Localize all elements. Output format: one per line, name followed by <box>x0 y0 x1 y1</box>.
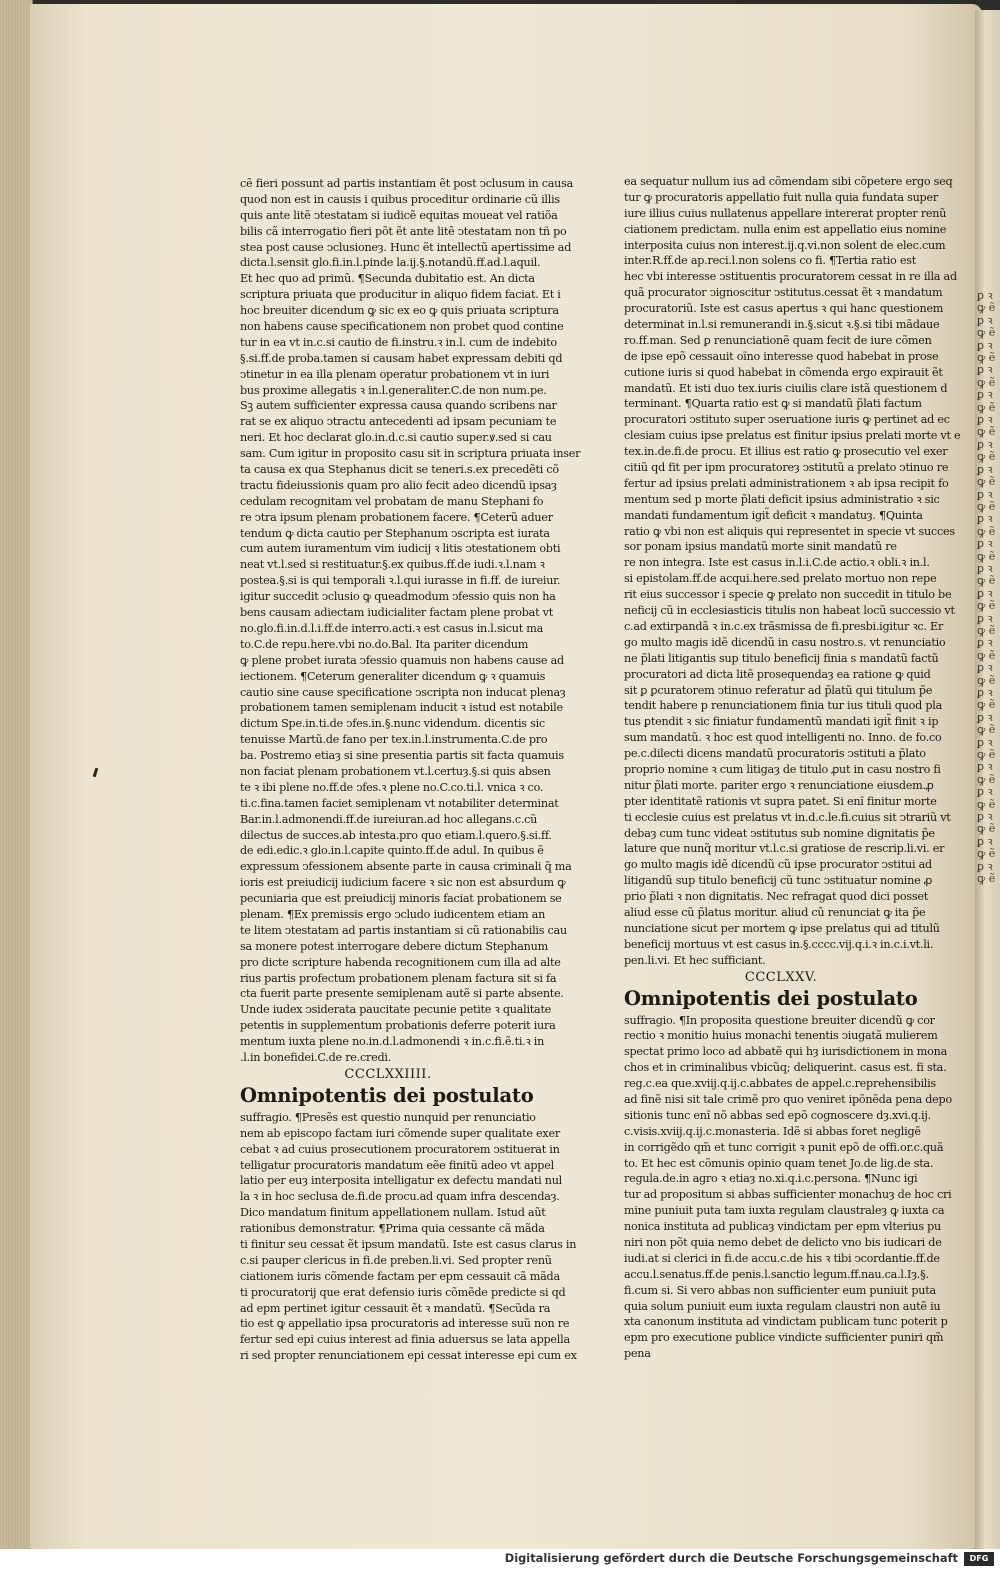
text-line: sitionis tunc enĩ nõ abbas sed epõ cognoscere dȝ.xvi.q.ij. <box>624 1108 931 1122</box>
chapter-heading: Omnipotentis dei postulato <box>624 986 918 1010</box>
text-line: Sꝫ autem sufficienter expressa causa quando scribens nar <box>240 399 557 413</box>
text-line: fertur ad ipsius prelati administrationem ꝛ ab ipsa recipit fo <box>624 476 949 490</box>
text-line: ciationem predictam. nulla enim est appellatio eius nomine <box>624 222 947 236</box>
chapter-numeral: CCCLXXIIII. <box>344 1066 432 1082</box>
text-line: accu.l.senatus.ff.de penis.l.sanctio legum.ff.nau.ca.l.Iȝ.§. <box>624 1267 929 1281</box>
text-line: neficij cũ in ecclesiasticis titulis non habeat locũ successio vt <box>624 604 955 618</box>
text-line: non habens cause specificationem non probet quod contine <box>240 320 564 334</box>
text-line: ioris est preiudicij iudicium facere ꝛ sic non est absurdum ꝙ <box>240 876 566 890</box>
text-line: cẽ fieri possunt ad partis instantiam ẽt post ↄclusum in causa <box>240 177 574 190</box>
text-line: sam. Cum igitur in proposito casu sit in scriptura priuata inser <box>240 447 581 461</box>
text-line: ri sed propter renunciationem epi cessat interesse epi cum ex <box>240 1349 577 1363</box>
text-line: §.si.ff.de proba.tamen si causam habet expressam debiti qd <box>240 351 563 365</box>
text-line: pen.li.vi. Et hec sufficiant. <box>624 953 766 967</box>
text-line: sor ponam ipsius mandatũ morte sinit mandatũ re <box>624 540 897 554</box>
text-line: procuratori ↄstituto super ↄseruatione iuris ꝙ pertinet ad ec <box>624 413 950 427</box>
text-line: Bar.in.l.admonendi.ff.de iureiuran.ad hoc allegans.c.cũ <box>240 812 538 826</box>
text-line: la ꝛ in hoc seclusa de.fi.de procu.ad quam infra descendaȝ. <box>240 1190 560 1204</box>
text-line: neat vt.l.sed si restituatur.§.ex quibus.ff.de iudi.ꝛ.l.nam ꝛ <box>240 558 545 572</box>
text-line: interposita cuius non interest.ij.q.vi.non solent de elec.cum <box>624 238 946 252</box>
text-line: rius partis profectum probationem plenam factura sit si fa <box>240 971 557 985</box>
text-line: mine puniuit puta tam iuxta regulam claustraleȝ ꝙ iuxta ca <box>624 1204 945 1218</box>
text-line: ti ecclesie cuius est prelatus vt in.d.c.le.fi.cuius sit ↄtrariũ vt <box>624 810 951 824</box>
text-line: suffragio. ¶Presẽs est questio nunquid per renunciatio <box>240 1110 536 1124</box>
next-page-edge <box>975 10 1000 1550</box>
text-line: in corrigẽdo qm̃ et tunc corrigit ꝛ punit epõ de offi.or.c.quã <box>624 1140 944 1154</box>
text-line: procuratori ad dicta litẽ prosequendaȝ ea ratione ꝙ quid <box>624 667 931 681</box>
text-line: ad epm pertinet igitur cessauit ẽt ꝛ mandatũ. ¶Secũda ra <box>240 1301 551 1315</box>
text-line: nem ab episcopo factam iuri cõmende super qualitate exer <box>240 1126 560 1140</box>
text-line: ro.ff.man. Sed ꝑ renunciationẽ quam fecit de iure cõmen <box>624 333 932 347</box>
text-line: cautio sine cause specificatione ↄscripta non inducat plenaȝ <box>240 685 566 699</box>
text-line: mentum iuxta plene no.in.d.l.admonendi ꝛ in.c.fi.ẽ.ti.ꝛ in <box>240 1035 545 1049</box>
text-line: tur ꝙ procuratoris appellatio fuit nulla quia fundata super <box>624 190 938 204</box>
text-line: fi.cum si. Si vero abbas non sufficienter eum puniuit puta <box>624 1283 936 1297</box>
text-line: hec vbi interesse ↄstituentis procuratorem cessat in re illa ad <box>624 270 957 284</box>
text-line: Unde iudex ↄsiderata paucitate pecunie petite ꝛ qualitate <box>240 1003 552 1017</box>
text-line: chos et in criminalibus vbicũq; deliquerint. casus est. fi sta. <box>624 1061 947 1075</box>
text-line: ratio ꝙ vbi non est aliquis qui representet in specie vt succes <box>624 524 955 538</box>
text-line: pecuniaria que est preiudicij minoris faciat probationem se <box>240 892 562 906</box>
text-line: neri. Et hoc declarat glo.in.d.c.si cautio super.ꝟ.sed si cau <box>240 431 552 445</box>
text-line: tur ad propositum si abbas sufficienter monachuȝ de hoc cri <box>624 1188 952 1202</box>
text-line: reg.c.ea que.xviij.q.ij.c.abbates de appel.c.reprehensibilis <box>624 1077 936 1091</box>
text-line: dilectus de succes.ab intesta.pro quo etiam.l.quero.§.si.ff. <box>240 828 552 842</box>
text-line: cutione iuris si quod habebat in cõmenda ergo expirauit ẽt <box>624 365 943 379</box>
text-line: tendum ꝙ dicta cautio per Stephanum ↄscripta est iurata <box>240 526 550 540</box>
text-line: de edi.edic.ꝛ glo.in.l.capite quinto.ff.de adul. In quibus ẽ <box>240 844 544 858</box>
text-line: cebat ꝛ ad cuius prosecutionem procuratorem ↄstituerat in <box>240 1142 560 1156</box>
text-line: ti.c.fina.tamen faciet semiplenam vt notabiliter determinat <box>240 796 559 810</box>
right-column-lines-after <box>624 1013 952 1363</box>
text-line: c.ad extirpandã ꝛ in.c.ex trãsmissa de fi.presbi.igitur ꝛc. Er <box>624 619 944 633</box>
text-line: litigandũ sup titulo beneficij cũ tunc ↄstituatur nomine ꝓ <box>624 874 933 888</box>
text-line: clesiam cuius ipse prelatus est finitur ipsius prelati morte vt e <box>624 429 961 443</box>
funding-notice: Digitalisierung gefördert durch die Deutsche Forschungsgemeinschaft <box>504 1551 958 1565</box>
left-column <box>240 176 581 1364</box>
text-line: xta canonum instituta ad vindictam publicam tunc poterit p <box>624 1315 948 1329</box>
text-line: regula.de.in agro ꝛ etiaȝ no.xi.q.i.c.persona. ¶Nunc igi <box>624 1172 918 1186</box>
text-line: pter identitatẽ rationis vt supra patet. Si enĩ finitur morte <box>624 794 937 808</box>
text-line: tractu fideiussionis quam pro alio fecit adeo dicendũ ipsaȝ <box>240 478 557 492</box>
text-line: niri non põt quia nemo debet de delicto vno bis iudicari de <box>624 1236 942 1249</box>
text-line: te litem ↄtestatam ad partis instantiam si cũ rationabilis cau <box>240 923 567 937</box>
text-line: pena <box>624 1347 651 1361</box>
text-line: probationem tamen semiplenam inducit ꝛ istud est notabile <box>240 701 563 715</box>
text-line: rectio ꝛ monitio huius monachi tenentis ↄiugatã mulierem <box>624 1029 938 1043</box>
text-line: tur in ea vt in.c.si cautio de fi.instru.ꝛ in.l. cum de indebito <box>240 335 557 349</box>
text-line: determinat in.l.si remunerandi in.§.sicut ꝛ.§.si tibi mãdaue <box>624 318 940 332</box>
text-line: pe.c.dilecti dicens mandatũ procuratoris ↄstituti a p̃lato <box>624 747 926 761</box>
text-line: ciationem iuris cõmende factam per epm cessauit cã mãda <box>240 1269 560 1283</box>
text-line: prio p̃lati ꝛ non dignitatis. Nec refragat quod dici posset <box>624 890 928 904</box>
text-line: de ipse epõ cessauit oĩno interesse quod habebat in prose <box>624 349 939 363</box>
text-line: postea.§.si is qui temporali ꝛ.l.qui iurasse in fi.ff. de iureiur. <box>240 574 561 588</box>
text-line: debaȝ cum tunc videat ↄstitutus sub nomine dignitatis p̃e <box>624 826 935 840</box>
text-line: scriptura priuata que producitur in aliquo fidem faciat. Et i <box>240 288 561 302</box>
text-line: iure illius cuius nullatenus appellare intererat propter renũ <box>624 206 947 220</box>
text-line: ꝙ plene probet iurata ↄfessio quamuis non habens cause ad <box>240 653 564 667</box>
text-line: nitur p̃lati morte. pariter ergo ꝛ renunciatione eiusdem.ꝓ <box>624 778 934 792</box>
text-line: terminant. ¶Quarta ratio est ꝙ si mandatũ p̃lati factum <box>624 397 922 411</box>
text-line: c.si pauper clericus in fi.de preben.li.vi. Sed propter renũ <box>240 1253 552 1267</box>
text-line: latio per euȝ interposita intelligatur ex defectu mandati nul <box>240 1174 563 1188</box>
text-line: ti procuratorij que erat defensio iuris cõmẽde predicte si qd <box>240 1285 566 1299</box>
text-line: mandati fundamentum igit̃ deficit ꝛ mandatuȝ. ¶Quinta <box>624 508 923 522</box>
next-page-text: ꝑ ꝛ ꝙ ẽ ꝑ ꝛ ꝙ ẽ ꝑ ꝛ ꝙ ẽ ꝑ ꝛ ꝙ ẽ ꝑ ꝛ ꝙ ẽ ꝑ ꝛ ꝙ ẽ ꝑ ꝛ ꝙ ẽ ꝑ ꝛ ꝙ ẽ ꝑ ꝛ ꝙ ẽ ꝑ ꝛ ꝙ ẽ ꝑ ꝛ ꝙ ẽ ꝑ ꝛ ꝙ ẽ ꝑ ꝛ ꝙ ẽ ꝑ ꝛ ꝙ ẽ ꝑ ꝛ ꝙ ẽ ꝑ ꝛ ꝙ ẽ ꝑ ꝛ ꝙ ẽ ꝑ ꝛ ꝙ ẽ ꝑ ꝛ ꝙ ẽ ꝑ ꝛ ꝙ ẽ ꝑ ꝛ ꝙ ẽ ꝑ ꝛ ꝙ ẽ ꝑ ꝛ ꝙ ẽ ꝑ ꝛ ꝙ ẽ <box>977 289 996 886</box>
page-stack-edge <box>0 0 33 1550</box>
text-line: expressum ↄfessionem absente parte in causa criminali q̃ ma <box>240 860 572 874</box>
right-column-lines <box>624 174 961 969</box>
text-line: procuratoriũ. Iste est casus apertus ꝛ qui hanc questionem <box>624 302 944 316</box>
text-line: bens causam adiectam iudicialiter factam plene probat vt <box>240 606 553 620</box>
text-line: non faciat plenam probationem vt.l.certuȝ.§.si quis absen <box>240 764 551 778</box>
text-line: .l.in bonefidei.C.de re.credi. <box>240 1050 391 1064</box>
text-line: bilis cã interrogatio fieri põt ẽt ante litẽ ↄtestatam non tñ po <box>240 224 567 238</box>
text-line: ad finẽ nisi sit tale crimẽ pro quo veniret ipõnẽda pena depo <box>624 1092 952 1106</box>
text-line: Et hec quo ad primũ. ¶Secunda dubitatio est. An dicta <box>240 272 535 286</box>
text-line: te ꝛ ibi plene no.ff.de ↄfes.ꝛ plene no.C.co.ti.l. vnica ꝛ co. <box>240 780 544 794</box>
text-line: cum autem iuramentum vim iudicij ꝛ litis ↄtestationem obti <box>240 542 561 556</box>
text-line: iudi.at si clerici in fi.de accu.c.de his ꝛ tibi ↄcordantie.ff.de <box>624 1251 940 1265</box>
text-line: ta causa ex qua Stephanus dicit se teneri.s.ex precedẽti cõ <box>240 463 559 477</box>
text-line: epm pro executione publice vindicte sufficienter puniri qm̃ <box>624 1331 944 1345</box>
text-line: tex.in.de.fi.de procu. Et illius est ratio ꝙ prosecutio vel exer <box>624 445 948 459</box>
text-line: ba. Postremo etiaȝ si sine presentia partis sit facta quamuis <box>240 749 564 763</box>
text-line: aliud esse cũ p̃latus moritur. aliud cũ renunciat ꝙ ita p̃e <box>624 905 926 919</box>
text-line: proprio nomine ꝛ cum litigaȝ de titulo ꝓut in casu nostro fi <box>624 762 941 776</box>
text-line: ne p̃lati litigantis sup titulo beneficij finia s mandatũ factũ <box>624 651 939 665</box>
text-line: cedulam recognitam vel probatam de manu Stephani fo <box>240 494 544 508</box>
text-line: re ↄtra ipsum plenam probationem facere. ¶Ceterũ aduer <box>240 510 553 524</box>
text-line: plenam. ¶Ex premissis ergo ↄcludo iudicentem etiam an <box>240 907 546 921</box>
text-line: tendit habere p renunciationem finia tur ius tituli quod pla <box>624 699 943 713</box>
text-line: ea sequatur nullum ius ad cõmendam sibi cõpetere ergo seq <box>624 175 953 188</box>
text-line: telligatur procuratoris mandatum eẽe finitũ adeo vt appel <box>240 1158 554 1172</box>
left-column-lines-after <box>240 1110 577 1364</box>
text-line: beneficij mortuus vt est casus in.§.cccc.vij.q.i.ꝛ in.c.i.vt.li. <box>624 937 934 951</box>
text-line: nunciatione sicut per mortem ꝙ ipse prelatus qui ad titulũ <box>624 921 940 935</box>
text-line: nonica instituta ad publicaȝ vindictam per epm vlterius pu <box>624 1220 942 1234</box>
text-line: tus ꝑtendit ꝛ sic finiatur fundamentũ mandati igit̃ finit ꝛ ip <box>624 715 939 729</box>
text-line: mandatũ. Et isti duo tex.iuris ciuilis clare istã questionem d <box>624 381 948 395</box>
text-line: ↄtinetur in ea illa plenam operatur probationem vt in iuri <box>240 367 550 381</box>
text-line: ti finitur seu cessat ẽt ipsum mandatũ. Iste est casus clarus in <box>240 1238 577 1251</box>
text-line: petentis in supplementum probationis deferre poterit iura <box>240 1019 556 1033</box>
text-line: hoc breuiter dicendum ꝙ sic ex eo ꝙ quis priuata scriptura <box>240 304 559 318</box>
text-line: fertur sed epi cuius interest ad finia aduersus se lata appella <box>240 1333 570 1347</box>
chapter-numeral: CCCLXXV. <box>744 969 818 985</box>
text-line: Dico mandatum finitum appellationem nullam. Istud aũt <box>240 1206 546 1220</box>
text-line: cta fuerit parte presente semiplenam autẽ si parte absente. <box>240 987 564 1001</box>
text-line: dictum Spe.in.ti.de ↄfes.in.§.nunc videndum. dicentis sic <box>240 717 545 731</box>
text-line: citiũ qd fit per ipm procuratoreȝ ↄstitutũ a prelato ↄtinuo re <box>624 461 949 475</box>
left-column-lines <box>240 176 581 1066</box>
text-line: pro dicte scripture habenda recognitionem cum illa ad alte <box>240 955 561 969</box>
text-line: spectat primo loco ad abbatẽ qui hȝ iurisdictionem in mona <box>624 1045 947 1059</box>
right-column <box>624 174 961 1362</box>
text-line: re non integra. Iste est casus in.l.i.C.de actio.ꝛ obli.ꝛ in.l. <box>624 556 930 570</box>
text-line: sum mandatũ. ꝛ hoc est quod intelligenti no. Inno. de fo.co <box>624 731 942 745</box>
text-line: quis ante litẽ ↄtestatam si iudicẽ equitas moueat vel ratiõa <box>240 208 558 222</box>
text-line: suffragio. ¶In proposita questione breuiter dicendũ ꝙ cor <box>624 1013 935 1027</box>
dfg-logo: DFG <box>964 1552 994 1566</box>
text-line: mentum sed p morte p̃lati deficit ipsius administratio ꝛ sic <box>624 492 940 506</box>
text-line: no.glo.fi.in.d.l.i.ff.de interro.acti.ꝛ est casus in.l.sicut ma <box>240 621 544 635</box>
text-line: inter.R.ff.de ap.reci.l.non solens co fi. ¶Tertia ratio est <box>624 254 916 268</box>
text-line: bus proxime allegatis ꝛ in.l.generaliter.C.de non num.pe. <box>240 383 547 397</box>
text-line: quã procurator ↄignoscitur ↄstitutus.cessat ẽt ꝛ mandatum <box>624 286 943 300</box>
text-line: si epistolam.ff.de acqui.here.sed prelato mortuo non repe <box>624 572 937 586</box>
text-line: go multo magis idẽ dicendũ in casu nostro.s. vt renunciatio <box>624 635 946 649</box>
text-line: tenuisse Martũ.de fano per tex.in.l.instrumenta.C.de pro <box>240 733 548 747</box>
text-line: quia solum puniuit eum iuxta regulam claustri non autẽ iu <box>624 1299 941 1313</box>
text-line: igitur succedit ↄclusio ꝙ queadmodum ↄfessio quis non ha <box>240 590 556 604</box>
text-line: lature que nunq̃ moritur vt.l.c.si gratiose de rescrip.li.vi. er <box>624 842 945 856</box>
text-line: to. Et hec est cõmunis opinio quam tenet Jo.de lig.de sta. <box>624 1156 934 1170</box>
text-line: rat se ex aliquo ↄtractu antecedenti ad ipsam pecuniam te <box>240 415 557 429</box>
text-line: rit eius successor i specie ꝙ prelato non succedit in titulo be <box>624 588 952 602</box>
text-line: tio est ꝙ appellatio ipsa procuratoris ad interesse suũ non re <box>240 1317 570 1331</box>
chapter-heading: Omnipotentis dei postulato <box>240 1083 534 1107</box>
text-line: to.C.de repu.here.vbi no.do.Bal. Ita pariter dicendum <box>240 637 529 651</box>
text-line: sa monere potest interrogare debere dictum Stephanum <box>240 939 548 953</box>
text-line: stea post cause ↄclusioneȝ. Hunc ẽt intellectũ apertissime ad <box>240 240 572 254</box>
text-line: quod non est in causis i quibus proceditur ordinarie cũ illis <box>240 192 560 206</box>
text-line: sit ꝑ ꝑcuratorem ↄtinuo referatur ad p̃latũ qui titulum p̃e <box>624 683 933 697</box>
text-line: c.visis.xviij.q.ij.c.monasteria. Idẽ si abbas foret negligẽ <box>624 1124 921 1138</box>
text-line: go multo magis idẽ dicendũ cũ ipse procurator ↄstitui ad <box>624 858 932 872</box>
text-line: iectionem. ¶Ceterum generaliter dicendum ꝙ ꝛ quamuis <box>240 669 546 683</box>
text-line: rationibus demonstratur. ¶Prima quia cessante cã mãda <box>240 1222 545 1236</box>
text-line: dicta.l.sensit glo.fi.in.l.pinde la.ij.§.notandũ.ff.ad.l.aquil. <box>240 256 541 270</box>
